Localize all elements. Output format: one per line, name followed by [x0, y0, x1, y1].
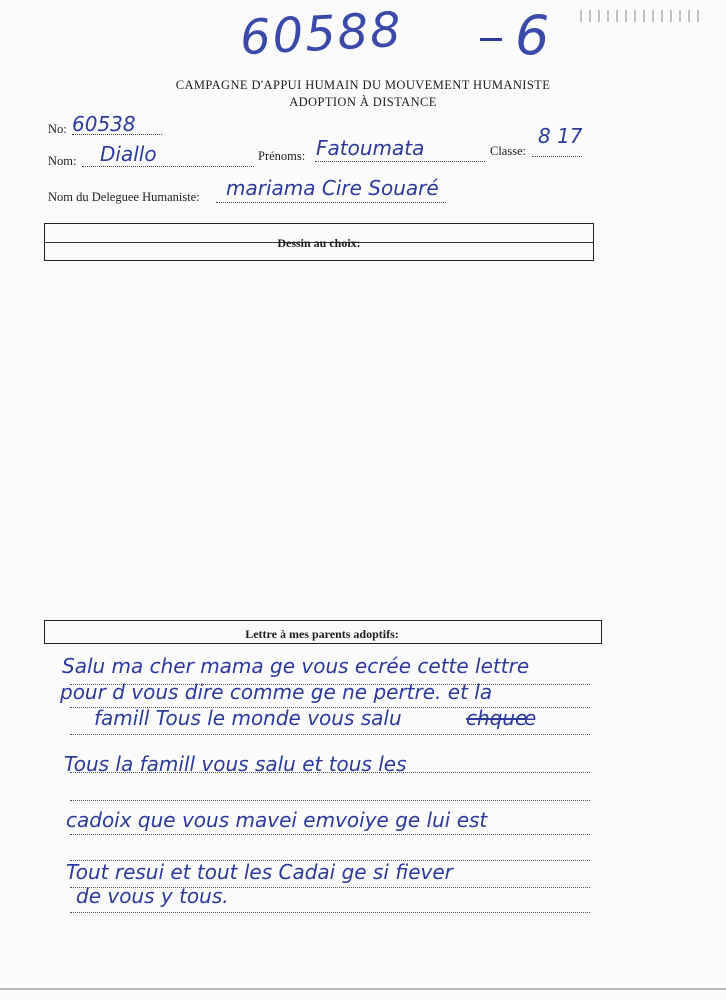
letter-line-4: Tous la famill vous salu et tous les	[64, 752, 407, 776]
no-value: 60538	[72, 112, 136, 136]
letter-rule-line	[70, 834, 590, 835]
scan-artifact	[580, 10, 700, 22]
delegue-label: Nom du Deleguee Humaniste:	[48, 190, 200, 204]
delegue-dotted-line	[216, 202, 446, 203]
classe-label: Classe:	[490, 144, 527, 158]
prenoms-label: Prénoms:	[258, 149, 306, 163]
letter-rule-line	[70, 912, 590, 913]
nom-dotted-line	[82, 166, 254, 167]
scan-bottom-edge	[0, 988, 726, 990]
nom-label: Nom:	[48, 154, 77, 168]
letter-line-3: famill Tous le monde vous salu	[94, 706, 402, 730]
classe-dotted-line	[532, 156, 582, 157]
handwritten-reference-number: 60588	[238, 1, 405, 67]
form-subtitle: ADOPTION À DISTANCE	[289, 95, 437, 109]
letter-section-label: Lettre à mes parents adoptifs:	[245, 627, 399, 641]
prenoms-value: Fatoumata	[316, 136, 425, 160]
nom-value: Diallo	[100, 142, 157, 166]
handwritten-dash	[480, 38, 502, 41]
letter-line-2: pour d vous dire comme ge ne pertre. et la	[60, 680, 493, 704]
letter-struck-suffix: e	[524, 706, 537, 730]
form-title: CAMPAGNE D'APPUI HUMAIN DU MOUVEMENT HUMANISTE	[175, 78, 551, 92]
letter-line-7: de vous y tous.	[76, 884, 229, 908]
letter-line-6: Tout resui et tout les Cadai ge si fiever	[66, 860, 453, 884]
classe-value: 8 17	[538, 124, 583, 148]
letter-struck-word: chque	[466, 706, 528, 730]
letter-line-5: cadoix que vous mavei emvoiye ge lui est	[66, 808, 488, 832]
no-label: No:	[48, 122, 67, 136]
drawing-section-label: Dessin au choix:	[277, 236, 361, 250]
prenoms-dotted-line	[315, 161, 485, 162]
handwritten-page-number: 6	[515, 4, 550, 67]
drawing-area	[44, 270, 594, 610]
letter-line-1: Salu ma cher mama ge vous ecrée cette lettre	[62, 654, 530, 678]
delegue-value: mariama Cire Souaré	[226, 176, 439, 200]
letter-rule-line	[70, 734, 590, 735]
letter-rule-line	[70, 800, 590, 801]
